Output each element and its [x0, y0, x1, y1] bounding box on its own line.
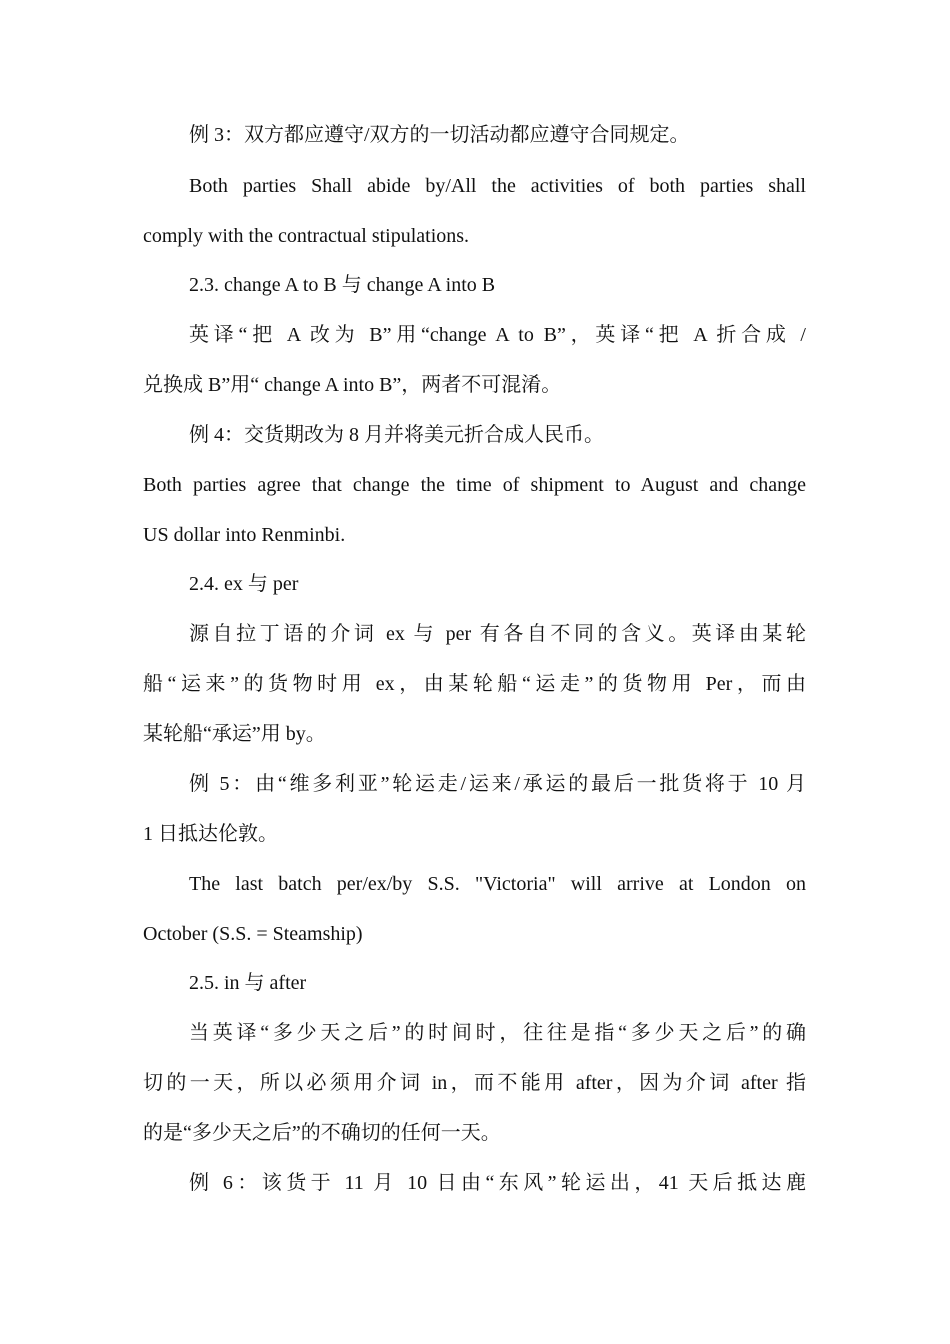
- section-2-4-heading: 2.4. ex 与 per: [189, 573, 299, 595]
- example-3-chinese: 例 3：双方都应遵守/双方的一切活动都应遵守合同规定。: [189, 124, 690, 146]
- example-3-english-line-1: Both parties Shall abide by/All the activities of both parties shall: [189, 175, 806, 197]
- section-2-4-text-line-2: 船“运来”的货物时用 ex，由某轮船“运走”的货物用 Per，而由: [143, 673, 806, 695]
- section-2-5-text-line-1: 当英译“多少天之后”的时间时，往往是指“多少天之后”的确: [189, 1022, 806, 1044]
- section-2-5-heading: 2.5. in 与 after: [189, 972, 307, 994]
- example-5-english-line-2: October (S.S. = Steamship): [143, 923, 363, 945]
- example-4-english-line-1: Both parties agree that change the time of shipment to August and change: [143, 474, 806, 496]
- section-2-3-heading: 2.3. change A to B 与 change A into B: [189, 274, 496, 296]
- example-6-chinese-line-1: 例 6：该货于 11 月 10 日由“东风”轮运出，41 天后抵达鹿: [189, 1172, 806, 1194]
- example-5-chinese-line-1: 例 5：由“维多利亚”轮运走/运来/承运的最后一批货将于 10 月: [189, 773, 806, 795]
- example-4-chinese: 例 4：交货期改为 8 月并将美元折合成人民币。: [189, 424, 604, 446]
- example-5-chinese-line-2: 1 日抵达伦敦。: [143, 823, 278, 845]
- example-5-english-line-1: The last batch per/ex/by S.S. "Victoria" will arrive at London on: [189, 873, 806, 895]
- section-2-4-text-line-1: 源自拉丁语的介词 ex 与 per 有各自不同的含义。英译由某轮: [189, 623, 806, 645]
- section-2-3-text-line-1: 英译“把 A 改为 B”用“change A to B”，英译“把 A 折合成 /: [189, 324, 806, 346]
- section-2-5-text-line-3: 的是“多少天之后”的不确切的任何一天。: [143, 1122, 501, 1144]
- example-4-english-line-2: US dollar into Renminbi.: [143, 524, 346, 546]
- section-2-3-text-line-2: 兑换成 B”用“ change A into B”，两者不可混淆。: [143, 374, 562, 396]
- example-3-english-line-2: comply with the contractual stipulations.: [143, 225, 470, 247]
- section-2-4-text-line-3: 某轮船“承运”用 by。: [143, 723, 326, 745]
- section-2-5-text-line-2: 切的一天，所以必须用介词 in，而不能用 after，因为介词 after 指: [143, 1072, 806, 1094]
